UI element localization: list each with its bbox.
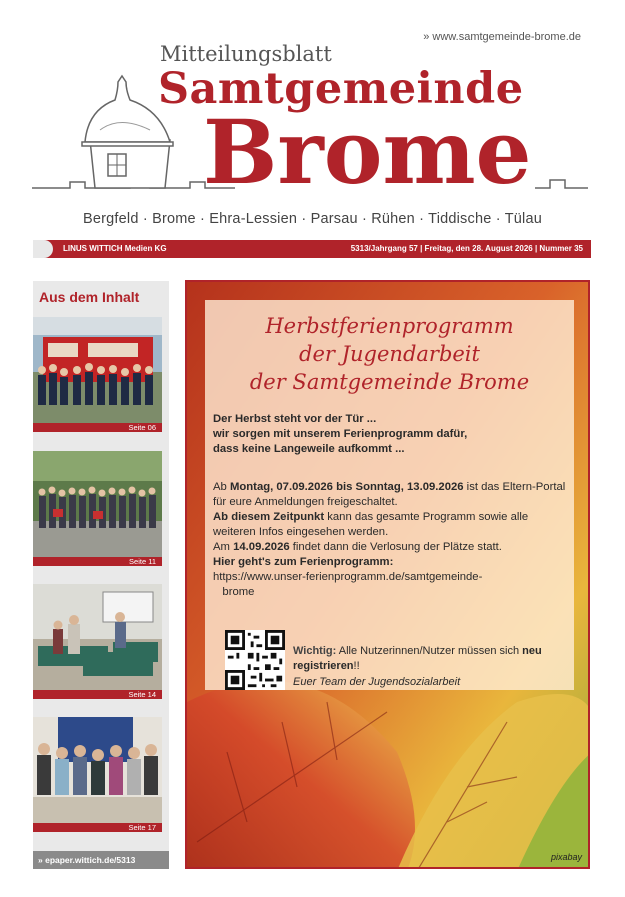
intro-line: Der Herbst steht vor der Tür ... (213, 413, 377, 425)
issue-bar (33, 240, 591, 258)
registration-notice: Wichtig: Alle Nutzerinnen/Nutzer müssen sich neu registrieren!! (293, 645, 542, 672)
poster-title-line2: der Jugendarbeit (299, 342, 480, 366)
fire-brigade-photo (33, 317, 162, 423)
poster-text-panel (205, 300, 574, 690)
contents-item[interactable] (33, 584, 162, 699)
program-url[interactable]: https://www.unser-ferienprogramm.de/samtgemeinde- brome (213, 571, 483, 598)
table-tennis-photo (33, 584, 162, 690)
holiday-program-poster (185, 280, 590, 869)
epaper-label: » epaper.wittich.de/5313 (38, 855, 136, 865)
intro-line: dass keine Langeweile aufkommt ... (213, 443, 405, 455)
poster-title-line3: der Samtgemeinde Brome (249, 370, 530, 394)
epaper-link[interactable] (33, 851, 169, 869)
contents-item[interactable] (33, 317, 162, 432)
group-photo (33, 451, 162, 557)
poster-title-line1: Herbstferienprogramm (265, 314, 514, 338)
issue-info: 5313/Jahrgang 57 | Freitag, den 28. August 2026 | Nummer 35 (350, 244, 583, 253)
issue-bar-cap (33, 240, 53, 258)
masthead-subtitle: Mitteilungsblatt (160, 42, 332, 66)
intro-line: wir sorgen mit unserem Ferienprogramm dafür, (213, 428, 468, 440)
sidebar-title: Aus dem Inhalt (39, 289, 140, 305)
poster-body (213, 480, 568, 600)
publisher: LINUS WITTICH Medien KG (63, 244, 167, 253)
portal-paragraph: Ab Montag, 07.09.2026 bis Sonntag, 13.09.2026 ist das Eltern-Portal für eure Anmeldungen freigeschaltet. (213, 481, 566, 508)
lottery-paragraph: Am 14.09.2026 findet dann die Verlosung der Plätze statt. (213, 541, 502, 553)
masthead-brome: Brome (203, 100, 532, 204)
program-paragraph: Ab diesem Zeitpunkt kann das gesamte Programm sowie alle weiteren Infos eingesehen werden. (213, 511, 529, 538)
contents-sidebar (33, 281, 169, 869)
team-signature: Euer Team der Jugendsozialarbeit (293, 676, 461, 688)
page-ref: Seite 06 (128, 423, 156, 432)
program-link-label: Hier geht's zum Ferienprogramm: (213, 556, 394, 568)
contents-item[interactable] (33, 717, 162, 832)
people-photo (33, 717, 162, 823)
page-ref: Seite 14 (128, 690, 156, 699)
qr-code[interactable] (225, 630, 285, 690)
village-list: Bergfeld · Brome · Ehra-Lessien · Parsau · Rühen · Tiddische · Tülau (82, 211, 542, 227)
page-ref: Seite 11 (129, 557, 156, 566)
photo-credit: pixabay (550, 852, 582, 862)
masthead-samtgemeinde: Samtgemeinde (158, 64, 524, 114)
page-ref: Seite 17 (128, 823, 156, 832)
website-link[interactable]: » www.samtgemeinde-brome.de (423, 31, 581, 43)
poster-intro (213, 412, 568, 457)
contents-item[interactable] (33, 451, 162, 566)
